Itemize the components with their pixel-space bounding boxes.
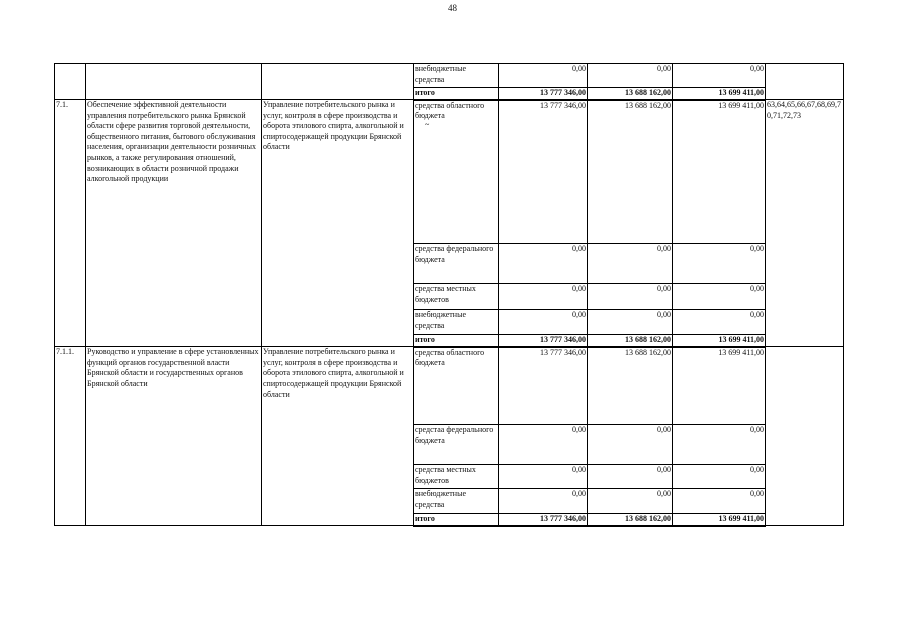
source-cell: итого <box>414 514 499 526</box>
value-cell: 0,00 <box>499 310 588 335</box>
value-cell: 0,00 <box>588 425 673 465</box>
source-cell: внебюджетные средства <box>414 489 499 514</box>
source-cell: средства местных бюджетов <box>414 284 499 310</box>
value-cell: 0,00 <box>499 465 588 489</box>
num-cell <box>55 64 86 100</box>
value-cell: 0,00 <box>588 284 673 310</box>
source-cell: итого <box>414 335 499 347</box>
source-cell <box>414 100 499 244</box>
value-cell: 0,00 <box>673 310 766 335</box>
item-executor: Управление потребительского рынка и услуг, контроля в сфере производства и оборота этилового спирта, алкогольной и спиртосодержащей продукции Брянской области <box>262 100 414 347</box>
value-cell: 0,00 <box>499 489 588 514</box>
item-indicators: 63,64,65,66,67,68,69,70,71,72,73 <box>766 100 844 347</box>
value-cell: 0,00 <box>673 284 766 310</box>
value-cell: 13 699 411,00 <box>673 514 766 526</box>
source-label: средства областного бюджета <box>415 100 485 121</box>
source-cell: средства местных бюджетов <box>414 465 499 489</box>
source-cell: итого <box>414 88 499 100</box>
source-cell: средстаа федерального бюджета <box>414 425 499 465</box>
value-cell: 0,00 <box>673 489 766 514</box>
value-cell: 13 699 411,00 <box>673 100 766 244</box>
value-cell: 13 777 346,00 <box>499 514 588 526</box>
page-number: 48 <box>448 3 457 13</box>
table-row <box>55 64 844 88</box>
item-name: Обеспечение эффективной деятельности управления потребительского рынка Брянской области сфере развития торговой деятельности, общественного питания, бытового обслуживания населения, организации деятельности розничных рынков, а также регулирования отношений, возникающих в области розничной продажи алкогольной продукции <box>86 100 262 347</box>
value-cell: 13 777 346,00 <box>499 100 588 244</box>
value-cell: 0,00 <box>499 64 588 88</box>
item-name: Руководство и управление в сфере установленных функций органов государственной власти Брянской области и государственных органов Брянской области <box>86 347 262 526</box>
item-executor: Управление потребительского рынка и услуг, контроля в сфере производства и оборота этилового спирта, алкогольной и спиртосодержащей продукции Брянской области <box>262 347 414 526</box>
indicators-cell <box>766 64 844 100</box>
item-number: 7.1.1. <box>55 347 86 526</box>
source-cell: внебюджетные средства <box>414 64 499 88</box>
table-row <box>55 347 844 425</box>
item-number: 7.1. <box>55 100 86 347</box>
value-cell: 0,00 <box>588 310 673 335</box>
value-cell: 13 688 162,00 <box>588 88 673 100</box>
executor-cell <box>262 64 414 100</box>
value-cell: 13 688 162,00 <box>588 335 673 347</box>
value-cell: 0,00 <box>499 425 588 465</box>
source-cell: средства федерального бюджета <box>414 244 499 284</box>
item-indicators <box>766 347 844 526</box>
value-cell: 0,00 <box>673 64 766 88</box>
value-cell: 0,00 <box>588 244 673 284</box>
handwritten-mark: ~ <box>425 119 430 129</box>
table-row <box>55 100 844 244</box>
value-cell: 0,00 <box>588 489 673 514</box>
value-cell: 0,00 <box>588 465 673 489</box>
source-cell: средства областного бюджета <box>414 347 499 425</box>
value-cell: 0,00 <box>673 244 766 284</box>
value-cell: 13 777 346,00 <box>499 88 588 100</box>
source-cell: внебюджетные средства <box>414 310 499 335</box>
value-cell: 0,00 <box>673 465 766 489</box>
value-cell: 13 777 346,00 <box>499 335 588 347</box>
value-cell: 13 699 411,00 <box>673 335 766 347</box>
value-cell: 13 777 346,00 <box>499 347 588 425</box>
name-cell <box>86 64 262 100</box>
value-cell: 0,00 <box>499 284 588 310</box>
value-cell: 13 688 162,00 <box>588 514 673 526</box>
value-cell: 13 699 411,00 <box>673 88 766 100</box>
value-cell: 0,00 <box>499 244 588 284</box>
value-cell: 13 699 411,00 <box>673 347 766 425</box>
value-cell: 0,00 <box>588 64 673 88</box>
value-cell: 13 688 162,00 <box>588 100 673 244</box>
value-cell: 0,00 <box>673 425 766 465</box>
budget-table <box>54 63 844 527</box>
value-cell: 13 688 162,00 <box>588 347 673 425</box>
